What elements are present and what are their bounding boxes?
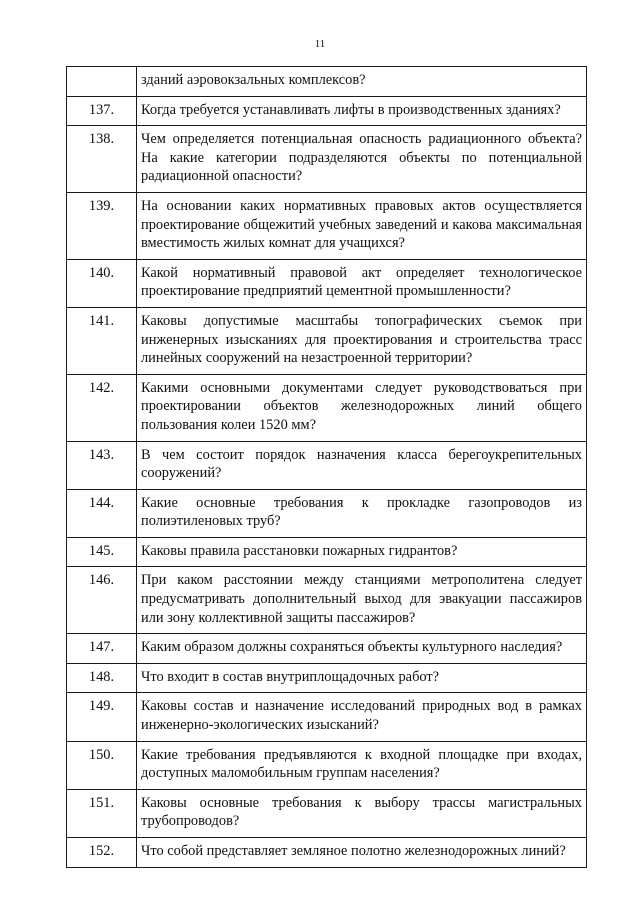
table-row [67,741,587,789]
question-text: Какими основными документами следует руководствоваться при проектировании объектов железнодорожных линий общего пользования колеи 1520 мм? [137,374,587,441]
question-text: Каковы правила расстановки пожарных гидрантов? [137,537,587,567]
question-number: 148. [67,663,137,693]
table-row [67,838,587,868]
table-row [67,96,587,126]
question-number: 144. [67,489,137,537]
questions-table [66,66,587,868]
table-row [67,567,587,634]
table-row [67,67,587,97]
question-number: 142. [67,374,137,441]
question-text: Когда требуется устанавливать лифты в производственных зданиях? [137,96,587,126]
table-row [67,693,587,741]
table-row [67,663,587,693]
question-text: Каковы допустимые масштабы топографических съемок при инженерных изысканиях для проектирования и строительства трасс линейных сооружений на незастроенной территории? [137,307,587,374]
question-text: Что входит в состав внутриплощадочных работ? [137,663,587,693]
table-row [67,537,587,567]
question-number: 150. [67,741,137,789]
question-text: Что собой представляет земляное полотно железнодорожных линий? [137,838,587,868]
question-number: 151. [67,789,137,837]
question-number: 149. [67,693,137,741]
table-row [67,259,587,307]
question-number: 138. [67,126,137,193]
table-row [67,126,587,193]
table-row [67,634,587,664]
table-row [67,489,587,537]
question-number: 146. [67,567,137,634]
question-number: 152. [67,838,137,868]
questions-table-body [67,67,587,868]
question-text: Какие требования предъявляются к входной площадке при входах, доступных маломобильным группам населения? [137,741,587,789]
question-number: 139. [67,192,137,259]
question-text: зданий аэровокзальных комплексов? [137,67,587,97]
question-text: Каковы состав и назначение исследований природных вод в рамках инженерно-экологических изысканий? [137,693,587,741]
question-text: На основании каких нормативных правовых актов осуществляется проектирование общежитий учебных заведений и какова максимальная вместимость жилых комнат для учащихся? [137,192,587,259]
table-row [67,441,587,489]
question-text: Каким образом должны сохраняться объекты культурного наследия? [137,634,587,664]
table-row [67,374,587,441]
question-number: 143. [67,441,137,489]
question-text: Каковы основные требования к выбору трассы магистральных трубопроводов? [137,789,587,837]
question-number: 145. [67,537,137,567]
question-text: Чем определяется потенциальная опасность радиационного объекта? На какие категории подразделяются объекты по потенциальной радиационной опасности? [137,126,587,193]
question-number: 147. [67,634,137,664]
page-number: 11 [314,38,326,50]
question-text: Какой нормативный правовой акт определяет технологическое проектирование предприятий цементной промышленности? [137,259,587,307]
question-text: При каком расстоянии между станциями метрополитена следует предусматривать дополнительный выход для эвакуации пассажиров или зону коллективной защиты пассажиров? [137,567,587,634]
question-text: В чем состоит порядок назначения класса берегоукрепительных сооружений? [137,441,587,489]
question-number [67,67,137,97]
question-text: Какие основные требования к прокладке газопроводов из полиэтиленовых труб? [137,489,587,537]
question-number: 141. [67,307,137,374]
question-number: 137. [67,96,137,126]
table-row [67,192,587,259]
table-row [67,789,587,837]
question-number: 140. [67,259,137,307]
table-row [67,307,587,374]
